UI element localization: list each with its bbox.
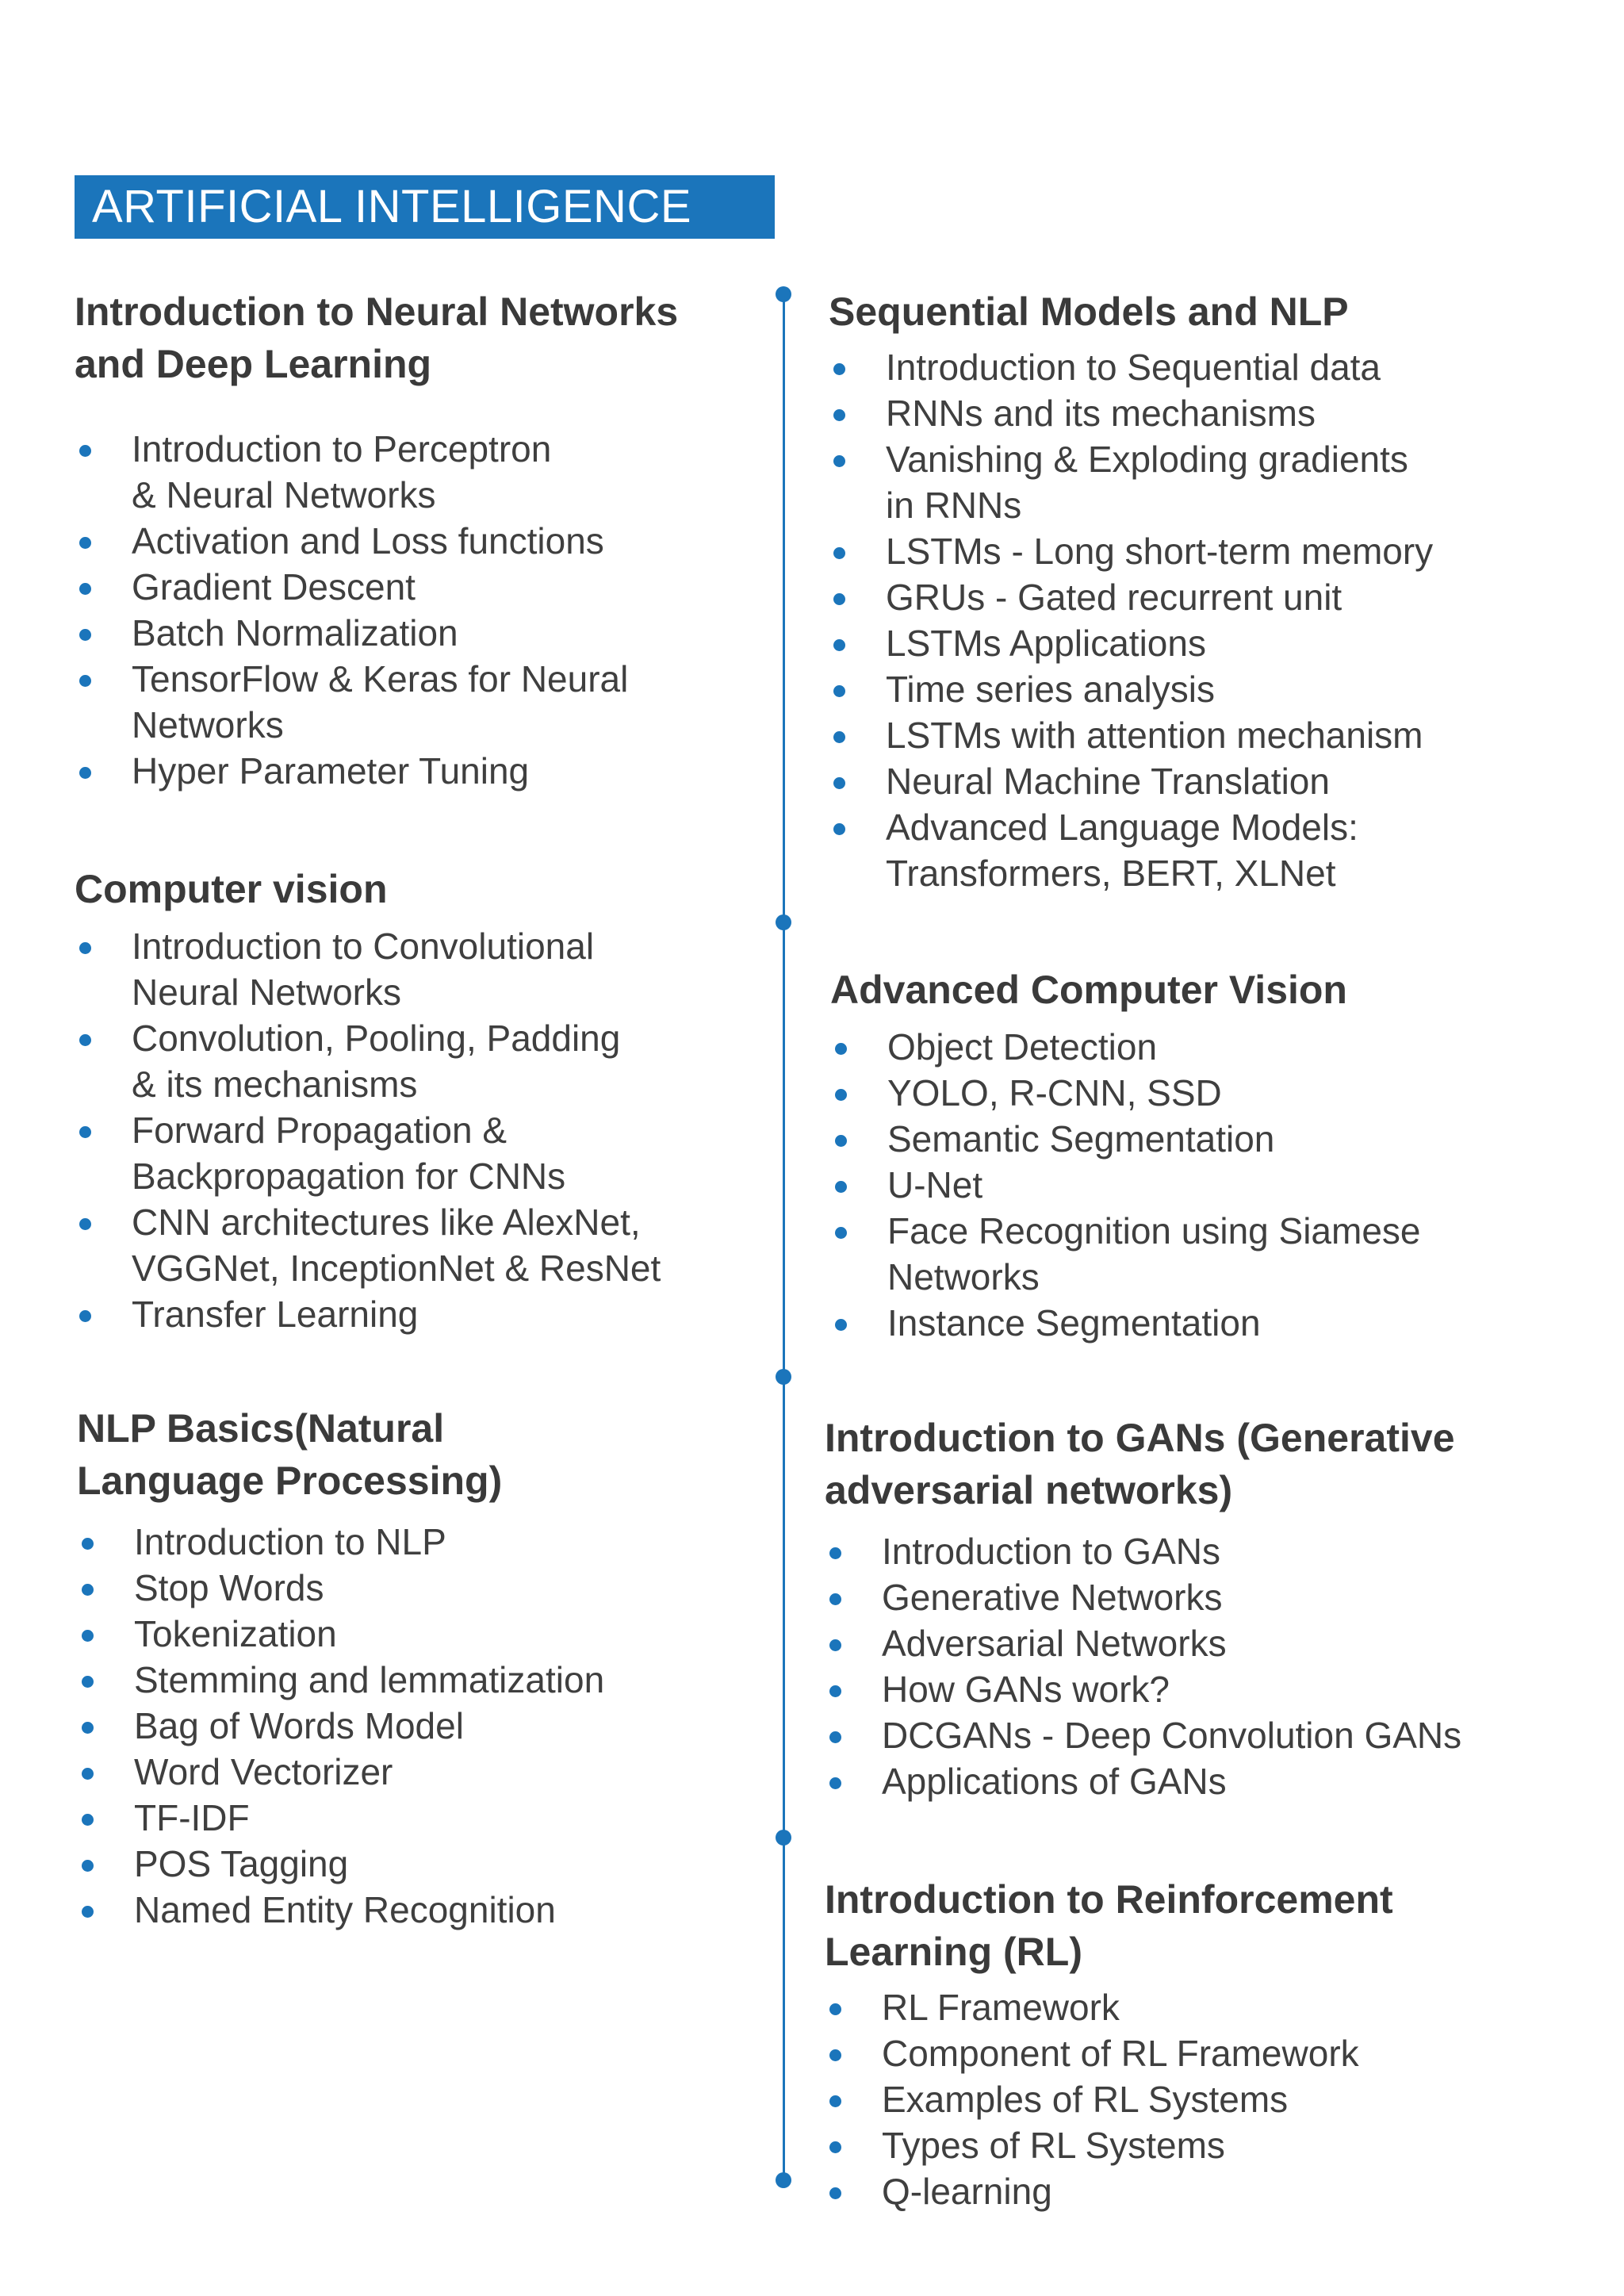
list-item: Component of RL Framework	[825, 2030, 1586, 2076]
list-item: LSTMs with attention mechanism	[829, 712, 1582, 758]
section-reinforcement-learning	[825, 1873, 1586, 2214]
timeline-dot	[776, 914, 791, 930]
bullet-list	[825, 1528, 1586, 1804]
list-item: RL Framework	[825, 1984, 1586, 2030]
list-item: Bag of Words Model	[77, 1703, 775, 1749]
list-item: Gradient Descent	[75, 564, 772, 610]
bullet-list	[75, 923, 772, 1337]
list-item: RNNs and its mechanisms	[829, 390, 1582, 436]
list-item: Types of RL Systems	[825, 2122, 1586, 2168]
list-item: Introduction to Sequential data	[829, 344, 1582, 390]
list-item: Batch Normalization	[75, 610, 772, 656]
list-item: Instance Segmentation	[830, 1300, 1584, 1346]
section-title: Introduction to Reinforcement Learning (RL)	[825, 1877, 1393, 1974]
list-item: Introduction to Perceptron & Neural Networks	[75, 426, 772, 518]
section-title: NLP Basics(Natural Language Processing)	[77, 1406, 503, 1503]
list-item: POS Tagging	[77, 1841, 775, 1887]
list-item: CNN architectures like AlexNet, VGGNet, InceptionNet & ResNet	[75, 1199, 772, 1291]
list-item: U-Net	[830, 1162, 1584, 1208]
section-title: Introduction to Neural Networks and Deep Learning	[75, 289, 679, 386]
list-item: Activation and Loss functions	[75, 518, 772, 564]
timeline-dot	[776, 2172, 791, 2188]
list-item: LSTMs Applications	[829, 620, 1582, 666]
bullet-list	[829, 344, 1582, 896]
list-item: GRUs - Gated recurrent unit	[829, 574, 1582, 620]
list-item: Face Recognition using Siamese Networks	[830, 1208, 1584, 1300]
list-item: Introduction to GANs	[825, 1528, 1586, 1574]
list-item: TensorFlow & Keras for Neural Networks	[75, 656, 772, 748]
list-item: Semantic Segmentation	[830, 1116, 1584, 1162]
list-item: Stop Words	[77, 1565, 775, 1611]
list-item: Adversarial Networks	[825, 1620, 1586, 1666]
section-nlp-basics	[77, 1402, 775, 1933]
list-item: Vanishing & Exploding gradients in RNNs	[829, 436, 1582, 528]
page-title: ARTIFICIAL INTELLIGENCE	[92, 181, 692, 232]
timeline-dot	[776, 286, 791, 302]
bullet-list	[825, 1984, 1586, 2214]
page-header-banner	[75, 175, 775, 239]
list-item: Advanced Language Models: Transformers, BERT, XLNet	[829, 804, 1582, 896]
timeline-dot	[776, 1369, 791, 1385]
list-item: Stemming and lemmatization	[77, 1657, 775, 1703]
list-item: Hyper Parameter Tuning	[75, 748, 772, 794]
list-item: YOLO, R-CNN, SSD	[830, 1070, 1584, 1116]
bullet-list	[75, 426, 772, 794]
list-item: Applications of GANs	[825, 1758, 1586, 1804]
list-item: Introduction to NLP	[77, 1519, 775, 1565]
list-item: LSTMs - Long short-term memory	[829, 528, 1582, 574]
section-gans	[825, 1412, 1586, 1804]
list-item: Tokenization	[77, 1611, 775, 1657]
list-item: Time series analysis	[829, 666, 1582, 712]
list-item: DCGANs - Deep Convolution GANs	[825, 1712, 1586, 1758]
list-item: Named Entity Recognition	[77, 1887, 775, 1933]
section-title: Sequential Models and NLP	[829, 289, 1349, 334]
list-item: Introduction to Convolutional Neural Networks	[75, 923, 772, 1015]
list-item: Word Vectorizer	[77, 1749, 775, 1795]
section-neural-networks	[75, 286, 772, 794]
section-title: Introduction to GANs (Generative adversarial networks)	[825, 1416, 1455, 1512]
list-item: Q-learning	[825, 2168, 1586, 2214]
list-item: TF-IDF	[77, 1795, 775, 1841]
section-advanced-computer-vision	[830, 964, 1584, 1346]
list-item: Generative Networks	[825, 1574, 1586, 1620]
list-item: Forward Propagation & Backpropagation for CNNs	[75, 1107, 772, 1199]
list-item: Object Detection	[830, 1024, 1584, 1070]
list-item: Examples of RL Systems	[825, 2076, 1586, 2122]
section-sequential-models	[829, 286, 1582, 896]
section-computer-vision	[75, 863, 772, 1337]
timeline-line	[783, 295, 785, 2181]
section-title: Computer vision	[75, 867, 388, 911]
bullet-list	[830, 1024, 1584, 1346]
list-item: Transfer Learning	[75, 1291, 772, 1337]
section-title: Advanced Computer Vision	[830, 968, 1347, 1012]
list-item: Neural Machine Translation	[829, 758, 1582, 804]
list-item: How GANs work?	[825, 1666, 1586, 1712]
list-item: Convolution, Pooling, Padding & its mechanisms	[75, 1015, 772, 1107]
timeline-dot	[776, 1830, 791, 1846]
bullet-list	[77, 1519, 775, 1933]
